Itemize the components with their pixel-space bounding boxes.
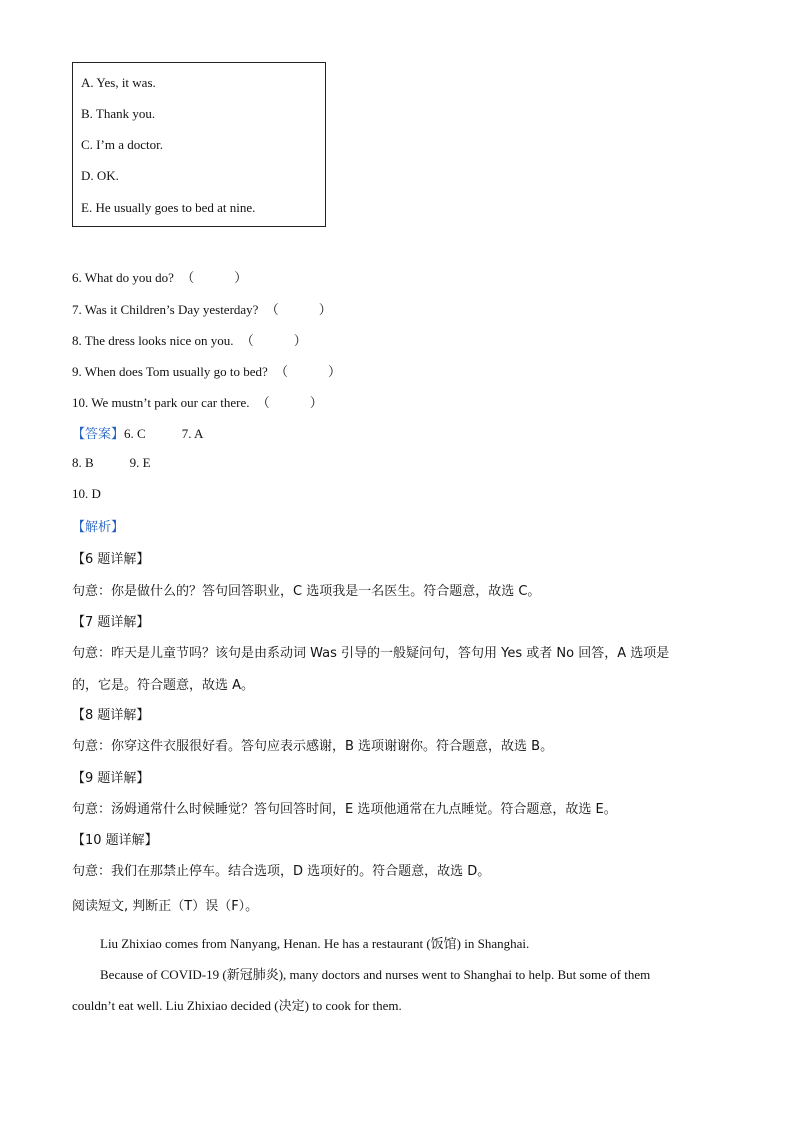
detail-10-text: 句意：我们在那禁止停车。结合选项，D 选项好的。符合题意，故选 D。 bbox=[72, 864, 491, 879]
answer-blank-open: （ bbox=[275, 365, 289, 380]
option-b: B. Thank you. bbox=[81, 106, 156, 121]
answer-10: 10. D bbox=[72, 486, 101, 501]
detail-8-title: 【8 题详解】 bbox=[72, 708, 150, 723]
question-text: 6. What do you do? bbox=[72, 270, 174, 285]
answer-blank-close: ） bbox=[234, 271, 248, 286]
detail-6-text: 句意：你是做什么的？答句回答职业，C 选项我是一名医生。符合题意，故选 C。 bbox=[72, 584, 541, 599]
answer-6: 6. C bbox=[124, 426, 146, 441]
question-9 bbox=[72, 361, 341, 380]
detail-8-text: 句意：你穿这件衣服很好看。答句应表示感谢，B 选项谢谢你。符合题意，故选 B。 bbox=[72, 739, 554, 754]
answer-row-2 bbox=[72, 455, 151, 471]
question-text: 8. The dress looks nice on you. bbox=[72, 333, 234, 348]
answer-blank-open: （ bbox=[265, 303, 279, 318]
option-e: E. He usually goes to bed at nine. bbox=[81, 200, 256, 215]
passage-line-3: couldn’t eat well. Liu Zhixiao decided (决定) to cook for them. bbox=[72, 998, 402, 1013]
detail-7-text-2: 的，它是。符合题意，故选 A。 bbox=[72, 678, 255, 693]
answer-row-3 bbox=[72, 486, 101, 502]
answer-blank-open: （ bbox=[240, 334, 254, 349]
question-text: 7. Was it Children’s Day yesterday? bbox=[72, 302, 259, 317]
answer-blank-close: ） bbox=[318, 303, 332, 318]
detail-9-title: 【9 题详解】 bbox=[72, 771, 150, 786]
option-d: D. OK. bbox=[81, 168, 119, 183]
detail-7-text-1: 句意：昨天是儿童节吗？该句是由系动词 Was 引导的一般疑问句，答句用 Yes 或者 No 回答，A 选项是 bbox=[72, 646, 670, 661]
answer-7: 7. A bbox=[181, 426, 204, 441]
answer-label: 【答案】 bbox=[72, 427, 125, 442]
passage-line-1: Liu Zhixiao comes from Nanyang, Henan. He has a restaurant (饭馆) in Shanghai. bbox=[100, 936, 530, 951]
question-7 bbox=[72, 299, 332, 318]
analysis-label: 【解析】 bbox=[72, 520, 125, 535]
question-text: 9. When does Tom usually go to bed? bbox=[72, 364, 268, 379]
answer-blank-close: ） bbox=[328, 365, 342, 380]
answer-9: 9. E bbox=[129, 455, 151, 470]
option-c: C. I’m a doctor. bbox=[81, 137, 163, 152]
passage-line-2: Because of COVID-19 (新冠肺炎), many doctors and nurses went to Shanghai to help. But some of them bbox=[100, 967, 651, 982]
detail-10-title: 【10 题详解】 bbox=[72, 833, 158, 848]
answer-row-1 bbox=[72, 423, 203, 442]
question-6 bbox=[72, 267, 247, 286]
answer-blank-close: ） bbox=[293, 334, 307, 349]
answer-blank-close: ） bbox=[309, 396, 323, 411]
question-text: 10. We mustn’t park our car there. bbox=[72, 395, 250, 410]
detail-6-title: 【6 题详解】 bbox=[72, 552, 150, 567]
question-10 bbox=[72, 392, 323, 411]
reading-instruction: 阅读短文, 判断正（T）误（F）。 bbox=[72, 899, 259, 914]
detail-7-title: 【7 题详解】 bbox=[72, 615, 150, 630]
detail-9-text: 句意：汤姆通常什么时候睡觉？答句回答时间，E 选项他通常在九点睡觉。符合题意，故选 E。 bbox=[72, 802, 617, 817]
answer-blank-open: （ bbox=[181, 271, 195, 286]
option-a: A. Yes, it was. bbox=[81, 75, 156, 90]
question-8 bbox=[72, 330, 307, 349]
answer-8: 8. B bbox=[72, 455, 94, 470]
options-box bbox=[72, 62, 326, 227]
answer-blank-open: （ bbox=[256, 396, 270, 411]
